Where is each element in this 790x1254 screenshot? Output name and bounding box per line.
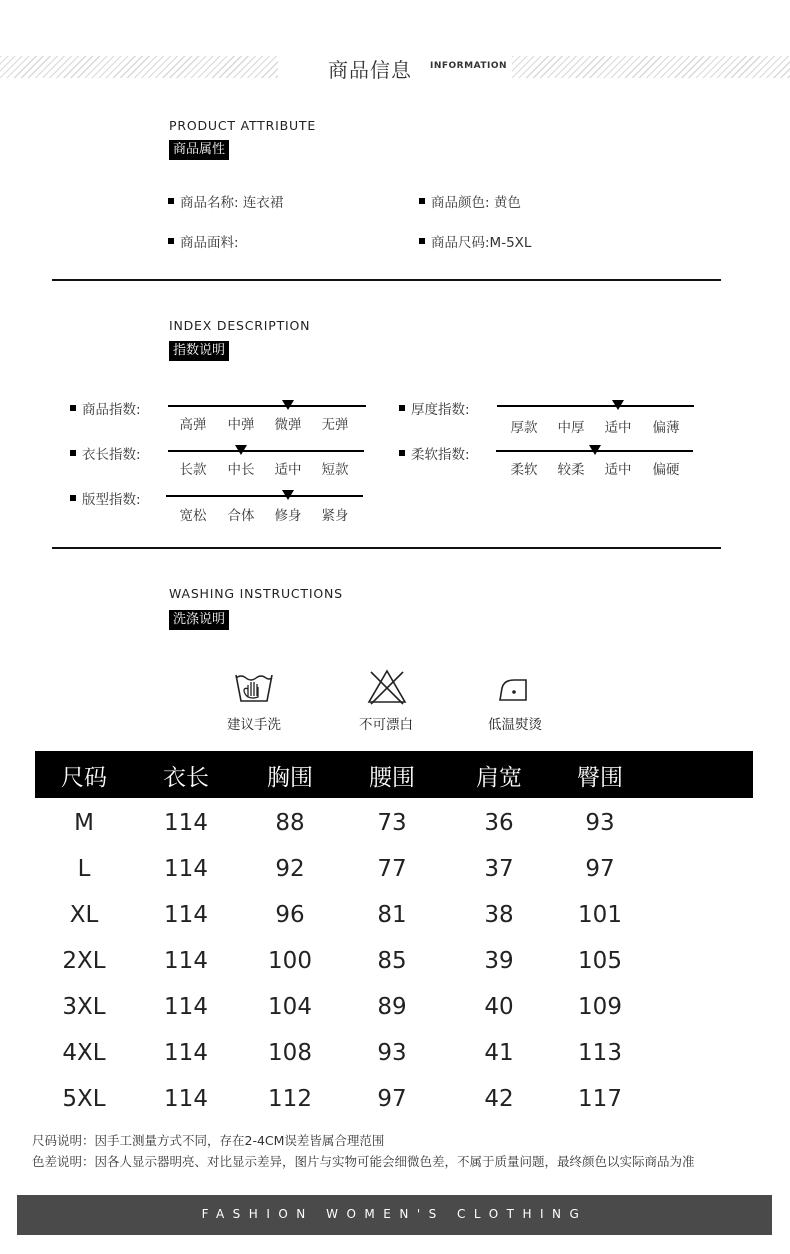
index-scale-option: 适中	[604, 420, 632, 436]
index-scale-label: 版型指数:	[70, 488, 141, 508]
index-scale-option: 无弹	[321, 417, 349, 433]
size-table-cell: 39	[484, 948, 514, 974]
size-table-cell: 38	[484, 902, 514, 928]
header-title-en: INFORMATION	[430, 61, 508, 71]
size-table-cell: 114	[164, 902, 208, 928]
index-scale-marker	[589, 445, 601, 455]
size-table-cell: 5XL	[62, 1086, 106, 1112]
index-scale-option: 合体	[227, 508, 255, 524]
size-table-cell: XL	[69, 902, 99, 928]
attribute-item: 商品面料:	[168, 231, 239, 251]
index-scale-option: 中长	[227, 462, 255, 478]
size-table-cell: 113	[578, 1040, 622, 1066]
size-table-cell: 93	[377, 1040, 407, 1066]
size-table-cell: 100	[268, 948, 312, 974]
attribute-item: 商品尺码:M-5XL	[419, 231, 531, 251]
size-table-cell: 114	[164, 1040, 208, 1066]
size-table-cell: 108	[268, 1040, 312, 1066]
attribute-title-en: PRODUCT ATTRIBUTE	[169, 118, 317, 133]
size-table-cell: 36	[484, 810, 514, 836]
index-scale-line	[166, 495, 363, 497]
index-scale-option: 中弹	[227, 417, 255, 433]
size-table-cell: 105	[578, 948, 622, 974]
index-scale-line	[168, 450, 364, 452]
size-table-cell: 114	[164, 856, 208, 882]
index-scale-marker	[235, 445, 247, 455]
size-table-header-cell: 衣长	[163, 765, 209, 791]
size-table-cell: 93	[585, 810, 615, 836]
footer-text: FASHION WOMEN'S CLOTHING	[201, 1207, 588, 1221]
index-scale-option: 中厚	[557, 420, 585, 436]
divider	[52, 547, 721, 549]
wash-label: 不可漂白	[359, 717, 413, 733]
size-table-cell: M	[74, 810, 94, 836]
size-table-header-cell: 臀围	[577, 765, 623, 791]
size-table-cell: 89	[377, 994, 407, 1020]
size-table-cell: 92	[275, 856, 305, 882]
size-table-cell: 114	[164, 810, 208, 836]
size-table-cell: 85	[377, 948, 407, 974]
no-bleach-icon	[366, 668, 408, 706]
size-table-cell: 4XL	[62, 1040, 106, 1066]
attribute-item: 商品名称: 连衣裙	[168, 191, 283, 211]
index-scale-label: 柔软指数:	[399, 443, 470, 463]
size-table-header-cell: 腰围	[369, 765, 415, 791]
header-hatch-right	[512, 56, 790, 78]
iron-low-icon	[496, 672, 532, 706]
index-scale-option: 适中	[604, 462, 632, 478]
size-table-cell: 109	[578, 994, 622, 1020]
index-scale-label: 衣长指数:	[70, 443, 141, 463]
size-note: 尺码说明：因手工测量方式不同，存在2-4CM误差皆属合理范围	[32, 1133, 385, 1148]
index-scale-option: 宽松	[179, 508, 207, 524]
index-scale-line	[168, 405, 366, 407]
index-scale-label: 商品指数:	[70, 398, 141, 418]
divider	[52, 279, 721, 281]
size-table-cell: 101	[578, 902, 622, 928]
index-scale-marker	[282, 400, 294, 410]
index-scale-option: 适中	[274, 462, 302, 478]
size-table-cell: 97	[585, 856, 615, 882]
hand-wash-icon	[233, 669, 275, 705]
size-table-cell: 88	[275, 810, 305, 836]
attribute-title-cn: 商品属性	[169, 140, 229, 160]
washing-title-cn: 洗涤说明	[169, 610, 229, 630]
index-scale-marker	[612, 400, 624, 410]
size-table-cell: 117	[578, 1086, 622, 1112]
size-table-cell: 96	[275, 902, 305, 928]
size-table-header-cell: 尺码	[61, 765, 107, 791]
size-table-cell: 114	[164, 994, 208, 1020]
color-note: 色差说明：因各人显示器明亮、对比显示差异，图片与实物可能会细微色差，不属于质量问题，最终颜色以实际商品为准	[32, 1154, 695, 1169]
size-table-cell: 77	[377, 856, 407, 882]
size-table-header-cell: 胸围	[267, 765, 313, 791]
size-table-cell: 37	[484, 856, 514, 882]
index-title-cn: 指数说明	[169, 341, 229, 361]
index-scale-marker	[282, 490, 294, 500]
wash-label: 低温熨烫	[488, 717, 542, 733]
index-scale-option: 柔软	[510, 462, 538, 478]
size-table-cell: 42	[484, 1086, 514, 1112]
washing-title-en: WASHING INSTRUCTIONS	[169, 586, 343, 601]
size-table-cell: 112	[268, 1086, 312, 1112]
size-table-cell: 104	[268, 994, 312, 1020]
index-scale-option: 微弹	[274, 417, 302, 433]
index-scale-label: 厚度指数:	[399, 398, 470, 418]
wash-label: 建议手洗	[227, 717, 281, 733]
index-scale-option: 紧身	[321, 508, 349, 524]
index-scale-option: 厚款	[510, 420, 538, 436]
size-table-cell: 3XL	[62, 994, 106, 1020]
index-scale-option: 较柔	[557, 462, 585, 478]
attribute-item: 商品颜色: 黄色	[419, 191, 521, 211]
index-scale-option: 修身	[274, 508, 302, 524]
size-table-cell: 41	[484, 1040, 514, 1066]
size-table-cell: 81	[377, 902, 407, 928]
size-table-cell: 114	[164, 948, 208, 974]
size-table-cell: 73	[377, 810, 407, 836]
header-hatch-left	[0, 56, 278, 78]
size-table-cell: 2XL	[62, 948, 106, 974]
index-scale-option: 短款	[321, 462, 349, 478]
index-scale-line	[497, 405, 694, 407]
index-scale-option: 偏薄	[652, 420, 680, 436]
index-scale-option: 偏硬	[652, 462, 680, 478]
size-table-cell: 40	[484, 994, 514, 1020]
size-table-cell: L	[77, 856, 91, 882]
header-title-cn: 商品信息	[328, 58, 412, 82]
size-table-cell: 114	[164, 1086, 208, 1112]
index-title-en: INDEX DESCRIPTION	[169, 318, 311, 333]
index-scale-option: 高弹	[179, 417, 207, 433]
index-scale-option: 长款	[179, 462, 207, 478]
size-table-header-cell: 肩宽	[476, 765, 522, 791]
size-table-cell: 97	[377, 1086, 407, 1112]
